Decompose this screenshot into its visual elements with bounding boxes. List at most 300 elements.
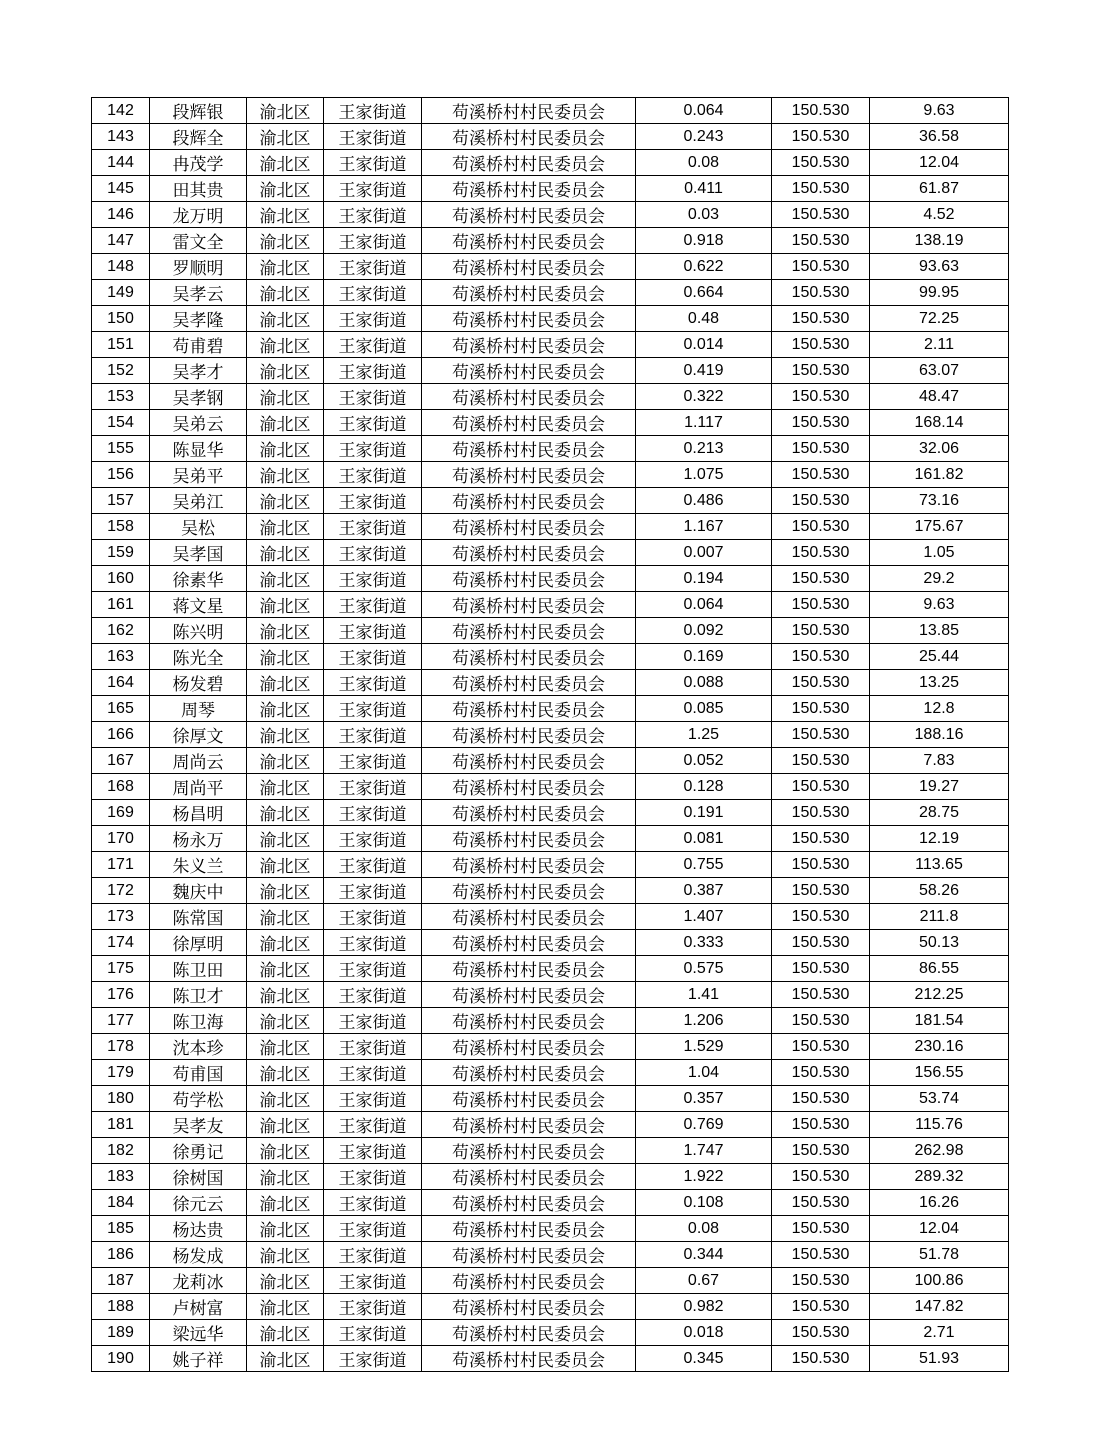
rate-cell: 150.530 bbox=[772, 1320, 870, 1346]
area-cell: 0.064 bbox=[636, 592, 772, 618]
table-row bbox=[92, 1346, 1009, 1372]
committee-cell: 苟溪桥村村民委员会 bbox=[422, 514, 636, 540]
area-cell: 0.67 bbox=[636, 1268, 772, 1294]
amount-cell: 161.82 bbox=[870, 462, 1009, 488]
amount-cell: 51.78 bbox=[870, 1242, 1009, 1268]
name-cell: 陈卫海 bbox=[150, 1008, 247, 1034]
street-cell: 王家街道 bbox=[324, 202, 422, 228]
table-row bbox=[92, 202, 1009, 228]
rate-cell: 150.530 bbox=[772, 1190, 870, 1216]
district-cell: 渝北区 bbox=[247, 384, 324, 410]
name-cell: 杨永万 bbox=[150, 826, 247, 852]
amount-cell: 156.55 bbox=[870, 1060, 1009, 1086]
name-cell: 杨达贵 bbox=[150, 1216, 247, 1242]
name-cell: 徐厚文 bbox=[150, 722, 247, 748]
row-number-cell: 156 bbox=[92, 462, 150, 488]
table-row bbox=[92, 150, 1009, 176]
committee-cell: 苟溪桥村村民委员会 bbox=[422, 488, 636, 514]
table-row bbox=[92, 748, 1009, 774]
row-number-cell: 180 bbox=[92, 1086, 150, 1112]
area-cell: 1.747 bbox=[636, 1138, 772, 1164]
area-cell: 0.014 bbox=[636, 332, 772, 358]
district-cell: 渝北区 bbox=[247, 202, 324, 228]
district-cell: 渝北区 bbox=[247, 1060, 324, 1086]
row-number-cell: 170 bbox=[92, 826, 150, 852]
street-cell: 王家街道 bbox=[324, 1320, 422, 1346]
street-cell: 王家街道 bbox=[324, 800, 422, 826]
district-cell: 渝北区 bbox=[247, 644, 324, 670]
area-cell: 0.322 bbox=[636, 384, 772, 410]
amount-cell: 100.86 bbox=[870, 1268, 1009, 1294]
street-cell: 王家街道 bbox=[324, 982, 422, 1008]
name-cell: 梁远华 bbox=[150, 1320, 247, 1346]
row-number-cell: 144 bbox=[92, 150, 150, 176]
table-row bbox=[92, 540, 1009, 566]
name-cell: 沈本珍 bbox=[150, 1034, 247, 1060]
rate-cell: 150.530 bbox=[772, 852, 870, 878]
district-cell: 渝北区 bbox=[247, 1190, 324, 1216]
rate-cell: 150.530 bbox=[772, 800, 870, 826]
name-cell: 周琴 bbox=[150, 696, 247, 722]
rate-cell: 150.530 bbox=[772, 202, 870, 228]
area-cell: 0.007 bbox=[636, 540, 772, 566]
table-row bbox=[92, 878, 1009, 904]
table-row bbox=[92, 462, 1009, 488]
row-number-cell: 175 bbox=[92, 956, 150, 982]
committee-cell: 苟溪桥村村民委员会 bbox=[422, 1164, 636, 1190]
district-cell: 渝北区 bbox=[247, 592, 324, 618]
district-cell: 渝北区 bbox=[247, 98, 324, 124]
amount-cell: 188.16 bbox=[870, 722, 1009, 748]
name-cell: 杨发成 bbox=[150, 1242, 247, 1268]
name-cell: 罗顺明 bbox=[150, 254, 247, 280]
street-cell: 王家街道 bbox=[324, 618, 422, 644]
name-cell: 冉茂学 bbox=[150, 150, 247, 176]
name-cell: 徐厚明 bbox=[150, 930, 247, 956]
rate-cell: 150.530 bbox=[772, 1138, 870, 1164]
row-number-cell: 154 bbox=[92, 410, 150, 436]
street-cell: 王家街道 bbox=[324, 878, 422, 904]
table-row bbox=[92, 1138, 1009, 1164]
rate-cell: 150.530 bbox=[772, 956, 870, 982]
district-cell: 渝北区 bbox=[247, 1138, 324, 1164]
area-cell: 0.03 bbox=[636, 202, 772, 228]
table-row bbox=[92, 1216, 1009, 1242]
district-cell: 渝北区 bbox=[247, 228, 324, 254]
table-row bbox=[92, 488, 1009, 514]
street-cell: 王家街道 bbox=[324, 384, 422, 410]
committee-cell: 苟溪桥村村民委员会 bbox=[422, 1034, 636, 1060]
street-cell: 王家街道 bbox=[324, 176, 422, 202]
table-row bbox=[92, 1086, 1009, 1112]
rate-cell: 150.530 bbox=[772, 1086, 870, 1112]
table-row bbox=[92, 176, 1009, 202]
amount-cell: 28.75 bbox=[870, 800, 1009, 826]
table-row bbox=[92, 1190, 1009, 1216]
name-cell: 吴孝隆 bbox=[150, 306, 247, 332]
amount-cell: 93.63 bbox=[870, 254, 1009, 280]
street-cell: 王家街道 bbox=[324, 1242, 422, 1268]
street-cell: 王家街道 bbox=[324, 670, 422, 696]
table-row bbox=[92, 1060, 1009, 1086]
district-cell: 渝北区 bbox=[247, 124, 324, 150]
name-cell: 陈显华 bbox=[150, 436, 247, 462]
table-row bbox=[92, 1294, 1009, 1320]
amount-cell: 51.93 bbox=[870, 1346, 1009, 1372]
rate-cell: 150.530 bbox=[772, 592, 870, 618]
rate-cell: 150.530 bbox=[772, 644, 870, 670]
rate-cell: 150.530 bbox=[772, 488, 870, 514]
committee-cell: 苟溪桥村村民委员会 bbox=[422, 670, 636, 696]
area-cell: 1.41 bbox=[636, 982, 772, 1008]
amount-cell: 175.67 bbox=[870, 514, 1009, 540]
name-cell: 吴孝国 bbox=[150, 540, 247, 566]
area-cell: 1.407 bbox=[636, 904, 772, 930]
amount-cell: 19.27 bbox=[870, 774, 1009, 800]
row-number-cell: 157 bbox=[92, 488, 150, 514]
district-cell: 渝北区 bbox=[247, 774, 324, 800]
area-cell: 0.344 bbox=[636, 1242, 772, 1268]
rate-cell: 150.530 bbox=[772, 696, 870, 722]
district-cell: 渝北区 bbox=[247, 956, 324, 982]
table-row bbox=[92, 592, 1009, 618]
street-cell: 王家街道 bbox=[324, 514, 422, 540]
table-row bbox=[92, 696, 1009, 722]
name-cell: 吴弟江 bbox=[150, 488, 247, 514]
name-cell: 徐树国 bbox=[150, 1164, 247, 1190]
street-cell: 王家街道 bbox=[324, 774, 422, 800]
rate-cell: 150.530 bbox=[772, 1034, 870, 1060]
area-cell: 0.411 bbox=[636, 176, 772, 202]
rate-cell: 150.530 bbox=[772, 566, 870, 592]
district-cell: 渝北区 bbox=[247, 1034, 324, 1060]
street-cell: 王家街道 bbox=[324, 254, 422, 280]
name-cell: 吴孝友 bbox=[150, 1112, 247, 1138]
committee-cell: 苟溪桥村村民委员会 bbox=[422, 98, 636, 124]
committee-cell: 苟溪桥村村民委员会 bbox=[422, 124, 636, 150]
table-body bbox=[92, 98, 1009, 1372]
area-cell: 0.664 bbox=[636, 280, 772, 306]
street-cell: 王家街道 bbox=[324, 722, 422, 748]
street-cell: 王家街道 bbox=[324, 852, 422, 878]
name-cell: 徐勇记 bbox=[150, 1138, 247, 1164]
name-cell: 段辉银 bbox=[150, 98, 247, 124]
name-cell: 徐素华 bbox=[150, 566, 247, 592]
street-cell: 王家街道 bbox=[324, 1086, 422, 1112]
table-row bbox=[92, 774, 1009, 800]
rate-cell: 150.530 bbox=[772, 878, 870, 904]
district-cell: 渝北区 bbox=[247, 1112, 324, 1138]
row-number-cell: 158 bbox=[92, 514, 150, 540]
amount-cell: 262.98 bbox=[870, 1138, 1009, 1164]
area-cell: 0.088 bbox=[636, 670, 772, 696]
committee-cell: 苟溪桥村村民委员会 bbox=[422, 566, 636, 592]
rate-cell: 150.530 bbox=[772, 722, 870, 748]
table-row bbox=[92, 280, 1009, 306]
row-number-cell: 155 bbox=[92, 436, 150, 462]
area-cell: 0.333 bbox=[636, 930, 772, 956]
amount-cell: 12.8 bbox=[870, 696, 1009, 722]
committee-cell: 苟溪桥村村民委员会 bbox=[422, 852, 636, 878]
district-cell: 渝北区 bbox=[247, 410, 324, 436]
row-number-cell: 185 bbox=[92, 1216, 150, 1242]
street-cell: 王家街道 bbox=[324, 280, 422, 306]
row-number-cell: 172 bbox=[92, 878, 150, 904]
area-cell: 0.213 bbox=[636, 436, 772, 462]
district-cell: 渝北区 bbox=[247, 358, 324, 384]
area-cell: 0.48 bbox=[636, 306, 772, 332]
table-row bbox=[92, 1268, 1009, 1294]
street-cell: 王家街道 bbox=[324, 1294, 422, 1320]
row-number-cell: 166 bbox=[92, 722, 150, 748]
rate-cell: 150.530 bbox=[772, 930, 870, 956]
name-cell: 龙万明 bbox=[150, 202, 247, 228]
row-number-cell: 161 bbox=[92, 592, 150, 618]
rate-cell: 150.530 bbox=[772, 98, 870, 124]
name-cell: 周尚平 bbox=[150, 774, 247, 800]
row-number-cell: 179 bbox=[92, 1060, 150, 1086]
row-number-cell: 167 bbox=[92, 748, 150, 774]
street-cell: 王家街道 bbox=[324, 228, 422, 254]
amount-cell: 211.8 bbox=[870, 904, 1009, 930]
rate-cell: 150.530 bbox=[772, 254, 870, 280]
district-cell: 渝北区 bbox=[247, 852, 324, 878]
committee-cell: 苟溪桥村村民委员会 bbox=[422, 1138, 636, 1164]
row-number-cell: 146 bbox=[92, 202, 150, 228]
area-cell: 0.243 bbox=[636, 124, 772, 150]
committee-cell: 苟溪桥村村民委员会 bbox=[422, 1112, 636, 1138]
district-cell: 渝北区 bbox=[247, 566, 324, 592]
rate-cell: 150.530 bbox=[772, 1268, 870, 1294]
street-cell: 王家街道 bbox=[324, 410, 422, 436]
committee-cell: 苟溪桥村村民委员会 bbox=[422, 436, 636, 462]
amount-cell: 36.58 bbox=[870, 124, 1009, 150]
name-cell: 苟甫国 bbox=[150, 1060, 247, 1086]
table-row bbox=[92, 514, 1009, 540]
row-number-cell: 168 bbox=[92, 774, 150, 800]
street-cell: 王家街道 bbox=[324, 1138, 422, 1164]
area-cell: 0.918 bbox=[636, 228, 772, 254]
street-cell: 王家街道 bbox=[324, 1190, 422, 1216]
rate-cell: 150.530 bbox=[772, 176, 870, 202]
row-number-cell: 181 bbox=[92, 1112, 150, 1138]
table-row bbox=[92, 98, 1009, 124]
street-cell: 王家街道 bbox=[324, 488, 422, 514]
area-cell: 0.982 bbox=[636, 1294, 772, 1320]
row-number-cell: 150 bbox=[92, 306, 150, 332]
table-row bbox=[92, 982, 1009, 1008]
rate-cell: 150.530 bbox=[772, 1112, 870, 1138]
name-cell: 吴孝才 bbox=[150, 358, 247, 384]
area-cell: 0.357 bbox=[636, 1086, 772, 1112]
rate-cell: 150.530 bbox=[772, 1294, 870, 1320]
area-cell: 0.769 bbox=[636, 1112, 772, 1138]
district-cell: 渝北区 bbox=[247, 1294, 324, 1320]
street-cell: 王家街道 bbox=[324, 1346, 422, 1372]
table-row bbox=[92, 1008, 1009, 1034]
street-cell: 王家街道 bbox=[324, 1034, 422, 1060]
area-cell: 0.191 bbox=[636, 800, 772, 826]
area-cell: 1.206 bbox=[636, 1008, 772, 1034]
district-cell: 渝北区 bbox=[247, 254, 324, 280]
row-number-cell: 177 bbox=[92, 1008, 150, 1034]
row-number-cell: 186 bbox=[92, 1242, 150, 1268]
rate-cell: 150.530 bbox=[772, 306, 870, 332]
committee-cell: 苟溪桥村村民委员会 bbox=[422, 1268, 636, 1294]
rate-cell: 150.530 bbox=[772, 1008, 870, 1034]
row-number-cell: 148 bbox=[92, 254, 150, 280]
street-cell: 王家街道 bbox=[324, 98, 422, 124]
committee-cell: 苟溪桥村村民委员会 bbox=[422, 826, 636, 852]
street-cell: 王家街道 bbox=[324, 1164, 422, 1190]
rate-cell: 150.530 bbox=[772, 410, 870, 436]
row-number-cell: 159 bbox=[92, 540, 150, 566]
rate-cell: 150.530 bbox=[772, 514, 870, 540]
committee-cell: 苟溪桥村村民委员会 bbox=[422, 722, 636, 748]
row-number-cell: 145 bbox=[92, 176, 150, 202]
table-row bbox=[92, 670, 1009, 696]
rate-cell: 150.530 bbox=[772, 1216, 870, 1242]
name-cell: 陈常国 bbox=[150, 904, 247, 930]
committee-cell: 苟溪桥村村民委员会 bbox=[422, 696, 636, 722]
name-cell: 杨昌明 bbox=[150, 800, 247, 826]
amount-cell: 9.63 bbox=[870, 98, 1009, 124]
amount-cell: 53.74 bbox=[870, 1086, 1009, 1112]
district-cell: 渝北区 bbox=[247, 878, 324, 904]
row-number-cell: 187 bbox=[92, 1268, 150, 1294]
rate-cell: 150.530 bbox=[772, 358, 870, 384]
area-cell: 0.486 bbox=[636, 488, 772, 514]
street-cell: 王家街道 bbox=[324, 462, 422, 488]
table-row bbox=[92, 930, 1009, 956]
table-row bbox=[92, 384, 1009, 410]
committee-cell: 苟溪桥村村民委员会 bbox=[422, 176, 636, 202]
area-cell: 0.575 bbox=[636, 956, 772, 982]
district-cell: 渝北区 bbox=[247, 982, 324, 1008]
area-cell: 1.922 bbox=[636, 1164, 772, 1190]
street-cell: 王家街道 bbox=[324, 696, 422, 722]
committee-cell: 苟溪桥村村民委员会 bbox=[422, 1060, 636, 1086]
table-row bbox=[92, 436, 1009, 462]
row-number-cell: 188 bbox=[92, 1294, 150, 1320]
amount-cell: 147.82 bbox=[870, 1294, 1009, 1320]
committee-cell: 苟溪桥村村民委员会 bbox=[422, 1346, 636, 1372]
district-cell: 渝北区 bbox=[247, 1346, 324, 1372]
name-cell: 魏庆中 bbox=[150, 878, 247, 904]
district-cell: 渝北区 bbox=[247, 1164, 324, 1190]
street-cell: 王家街道 bbox=[324, 1112, 422, 1138]
area-cell: 0.108 bbox=[636, 1190, 772, 1216]
row-number-cell: 182 bbox=[92, 1138, 150, 1164]
rate-cell: 150.530 bbox=[772, 462, 870, 488]
name-cell: 段辉全 bbox=[150, 124, 247, 150]
rate-cell: 150.530 bbox=[772, 774, 870, 800]
table-row bbox=[92, 1164, 1009, 1190]
district-cell: 渝北区 bbox=[247, 618, 324, 644]
district-cell: 渝北区 bbox=[247, 800, 324, 826]
amount-cell: 13.85 bbox=[870, 618, 1009, 644]
name-cell: 吴弟云 bbox=[150, 410, 247, 436]
area-cell: 0.194 bbox=[636, 566, 772, 592]
committee-cell: 苟溪桥村村民委员会 bbox=[422, 1008, 636, 1034]
street-cell: 王家街道 bbox=[324, 1060, 422, 1086]
row-number-cell: 160 bbox=[92, 566, 150, 592]
row-number-cell: 142 bbox=[92, 98, 150, 124]
row-number-cell: 153 bbox=[92, 384, 150, 410]
area-cell: 1.529 bbox=[636, 1034, 772, 1060]
data-table bbox=[91, 97, 1009, 1372]
table-row bbox=[92, 306, 1009, 332]
table-row bbox=[92, 644, 1009, 670]
district-cell: 渝北区 bbox=[247, 488, 324, 514]
street-cell: 王家街道 bbox=[324, 566, 422, 592]
area-cell: 0.622 bbox=[636, 254, 772, 280]
table-row bbox=[92, 722, 1009, 748]
amount-cell: 12.19 bbox=[870, 826, 1009, 852]
street-cell: 王家街道 bbox=[324, 956, 422, 982]
street-cell: 王家街道 bbox=[324, 644, 422, 670]
street-cell: 王家街道 bbox=[324, 904, 422, 930]
committee-cell: 苟溪桥村村民委员会 bbox=[422, 332, 636, 358]
name-cell: 吴孝云 bbox=[150, 280, 247, 306]
row-number-cell: 147 bbox=[92, 228, 150, 254]
area-cell: 1.117 bbox=[636, 410, 772, 436]
table-row bbox=[92, 1320, 1009, 1346]
row-number-cell: 162 bbox=[92, 618, 150, 644]
name-cell: 吴孝钢 bbox=[150, 384, 247, 410]
amount-cell: 86.55 bbox=[870, 956, 1009, 982]
amount-cell: 16.26 bbox=[870, 1190, 1009, 1216]
amount-cell: 32.06 bbox=[870, 436, 1009, 462]
area-cell: 0.169 bbox=[636, 644, 772, 670]
name-cell: 吴松 bbox=[150, 514, 247, 540]
committee-cell: 苟溪桥村村民委员会 bbox=[422, 748, 636, 774]
area-cell: 0.064 bbox=[636, 98, 772, 124]
amount-cell: 9.63 bbox=[870, 592, 1009, 618]
amount-cell: 48.47 bbox=[870, 384, 1009, 410]
area-cell: 0.345 bbox=[636, 1346, 772, 1372]
rate-cell: 150.530 bbox=[772, 280, 870, 306]
district-cell: 渝北区 bbox=[247, 176, 324, 202]
name-cell: 苟学松 bbox=[150, 1086, 247, 1112]
row-number-cell: 169 bbox=[92, 800, 150, 826]
name-cell: 吴弟平 bbox=[150, 462, 247, 488]
row-number-cell: 152 bbox=[92, 358, 150, 384]
district-cell: 渝北区 bbox=[247, 1242, 324, 1268]
committee-cell: 苟溪桥村村民委员会 bbox=[422, 462, 636, 488]
area-cell: 0.085 bbox=[636, 696, 772, 722]
rate-cell: 150.530 bbox=[772, 904, 870, 930]
district-cell: 渝北区 bbox=[247, 904, 324, 930]
district-cell: 渝北区 bbox=[247, 1008, 324, 1034]
row-number-cell: 184 bbox=[92, 1190, 150, 1216]
table-row bbox=[92, 904, 1009, 930]
area-cell: 0.08 bbox=[636, 1216, 772, 1242]
name-cell: 陈光全 bbox=[150, 644, 247, 670]
row-number-cell: 143 bbox=[92, 124, 150, 150]
amount-cell: 7.83 bbox=[870, 748, 1009, 774]
street-cell: 王家街道 bbox=[324, 358, 422, 384]
rate-cell: 150.530 bbox=[772, 228, 870, 254]
street-cell: 王家街道 bbox=[324, 748, 422, 774]
area-cell: 0.419 bbox=[636, 358, 772, 384]
row-number-cell: 165 bbox=[92, 696, 150, 722]
name-cell: 周尚云 bbox=[150, 748, 247, 774]
amount-cell: 72.25 bbox=[870, 306, 1009, 332]
amount-cell: 181.54 bbox=[870, 1008, 1009, 1034]
street-cell: 王家街道 bbox=[324, 436, 422, 462]
area-cell: 0.052 bbox=[636, 748, 772, 774]
